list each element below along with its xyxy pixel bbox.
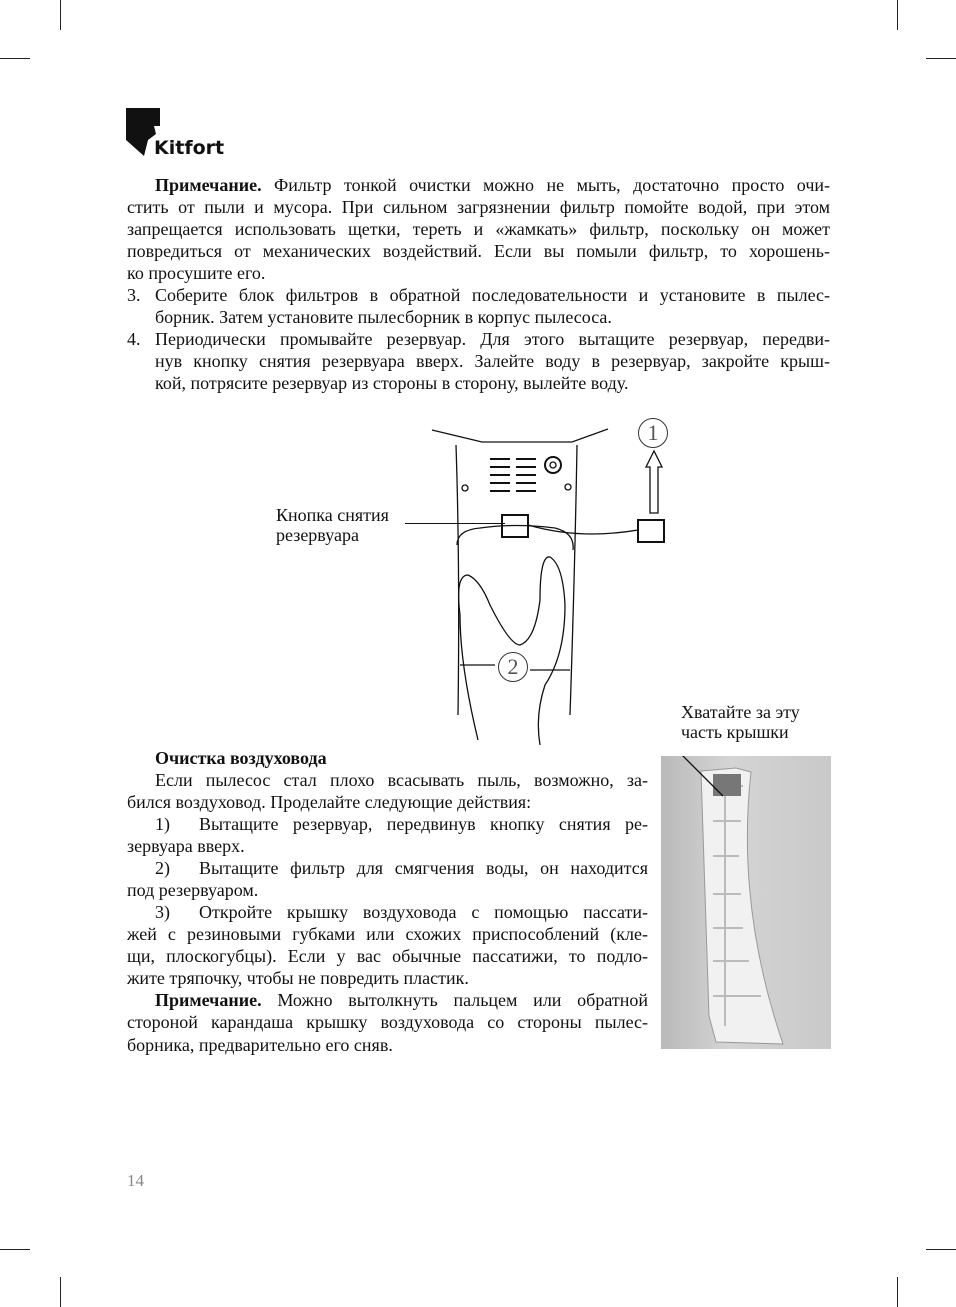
text-line: запрещается использовать щетки, тереть и «жамкать» фильтр, поскольку он может: [127, 219, 830, 239]
text-line: жите тряпочку, чтобы не повредить пластик.: [127, 968, 469, 988]
crop-mark: [926, 58, 956, 59]
text-line: повредиться от механических воздействий. Если вы помыли фильтр, то хорошень-: [127, 241, 830, 261]
label-leader-line: [405, 523, 505, 524]
text-line: стороной карандаша крышку воздуховода со стороны пылес-: [127, 1012, 648, 1032]
text-line: жей с резиновыми губками или схожих приспособлений (кле-: [127, 924, 648, 944]
crop-mark: [0, 1249, 30, 1250]
text-line: кой, потрясите резервуар из стороны в сторону, вылейте воду.: [155, 373, 629, 393]
crop-mark: [60, 1277, 61, 1307]
note-label: Примечание.: [155, 990, 262, 1010]
text-line: Если пылесос стал плохо всасывать пыль, возможно, за-: [155, 770, 648, 790]
text-line: стить от пыли и мусора. При сильном загрязнении фильтр помойте водой, при этом: [127, 197, 830, 217]
note-label: Примечание.: [155, 175, 262, 195]
step-1-marker: 1: [638, 418, 668, 448]
note-line: [127, 174, 830, 196]
section-heading: Очистка воздуховода: [155, 748, 327, 768]
figure-label: резервуара: [276, 525, 359, 545]
duct-cover-photo: [661, 756, 831, 1049]
crop-mark: [0, 58, 30, 59]
svg-text:Kitfort: Kitfort: [154, 137, 225, 158]
list-number: 3.: [127, 285, 141, 305]
text-line: Вытащите фильтр для смягчения воды, он находится: [199, 858, 648, 878]
photo-caption: часть крышки: [681, 722, 789, 742]
list-number: 3): [155, 902, 170, 922]
crop-mark: [926, 1249, 956, 1250]
crop-mark: [897, 1277, 898, 1307]
text-line: Откройте крышку воздуховода с помощью пассати-: [199, 902, 648, 922]
page-number: 14: [127, 1171, 144, 1190]
text-line: Вытащите резервуар, передвинув кнопку снятия ре-: [199, 814, 648, 834]
text-line: ко просушите его.: [127, 263, 266, 283]
text-line: щи, плоскогубцы). Если у вас обычные пассатижи, то подло-: [127, 946, 648, 966]
text-line: нув кнопку снятия резервуара вверх. Залейте воду в резервуар, закройте крыш-: [155, 351, 830, 371]
text-line: Можно вытолкнуть пальцем или обратной: [277, 990, 648, 1010]
text-line: борника, предварительно его сняв.: [127, 1035, 393, 1055]
text-line: борник. Затем установите пылесборник в корпус пылесоса.: [155, 307, 612, 327]
text-line: Периодически промывайте резервуар. Для этого вытащите резервуар, передви-: [155, 329, 830, 349]
text-line: бился воздуховод. Проделайте следующие действия:: [127, 792, 532, 812]
step-2-marker: 2: [498, 652, 528, 682]
text-line: Фильтр тонкой очистки можно не мыть, достаточно просто очи-: [274, 175, 830, 195]
text-line: под резервуаром.: [127, 880, 259, 900]
note-line: [155, 989, 648, 1011]
crop-mark: [897, 0, 898, 30]
text-line: зервуара вверх.: [127, 836, 245, 856]
photo-caption: Хватайте за эту: [681, 702, 800, 722]
reservoir-removal-illustration: [420, 415, 680, 745]
figure-label: Кнопка снятия: [276, 505, 389, 525]
list-number: 4.: [127, 329, 141, 349]
list-number: 1): [155, 814, 170, 834]
list-number: 2): [155, 858, 170, 878]
text-line: Соберите блок фильтров в обратной последовательности и установите в пылес-: [155, 285, 830, 305]
crop-mark: [60, 0, 61, 30]
kitfort-logo: [126, 108, 226, 163]
